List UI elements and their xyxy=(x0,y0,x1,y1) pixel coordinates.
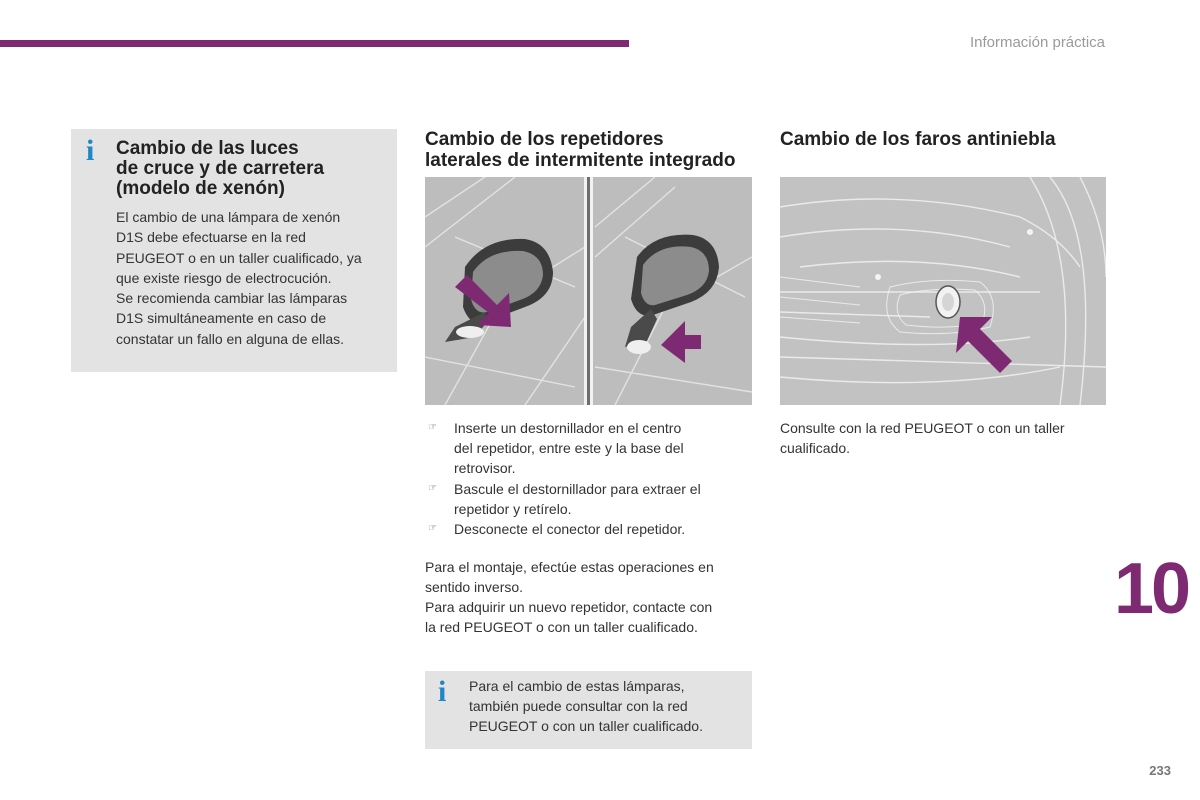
fog-lights-title: Cambio de los faros antiniebla xyxy=(780,129,1056,150)
reassembly-paragraph: Para el montaje, efectúe estas operaciones en sentido inverso. xyxy=(425,559,714,596)
xenon-box-body: El cambio de una lámpara de xenón D1S debe efectuarse en la red PEUGEOT o en un taller cualificado, ya que existe riesgo de electrocución. Se recomienda cambiar las lámparas D1S simultáneamente en caso de constatar un fallo en alguna de ellas. xyxy=(116,209,362,347)
section-header: Información práctica xyxy=(969,34,1105,51)
list-item: ☞ Inserte un destornillador en el centro del repetidor, entre este y la base del retrovisor. xyxy=(428,420,684,477)
xenon-info-box xyxy=(71,129,397,372)
lamp-info-box xyxy=(425,671,752,749)
page-number: 233 xyxy=(1149,763,1171,778)
pointing-hand-icon: ☞ xyxy=(428,523,437,535)
pointing-hand-icon: ☞ xyxy=(428,482,437,494)
fog-light-illustration xyxy=(780,177,1106,405)
repeaters-title: Cambio de los repetidores laterales de intermitente integrado xyxy=(425,129,736,171)
lamp-info-text: Para el cambio de estas lámparas, también puede consultar con la red PEUGEOT o con un taller cualificado. xyxy=(469,678,703,734)
info-icon: i xyxy=(86,134,95,167)
top-accent-bar xyxy=(0,40,629,47)
repeater-steps-list xyxy=(425,418,755,539)
list-item: ☞ Bascule el destornillador para extraer el repetidor y retírelo. xyxy=(428,480,701,517)
side-mirror-repeater-illustration xyxy=(425,177,752,405)
info-icon: i xyxy=(438,675,447,708)
purchase-paragraph: Para adquirir un nuevo repetidor, contacte con la red PEUGEOT o con un taller cualificado. xyxy=(425,599,713,636)
chapter-number: 10 xyxy=(1114,549,1189,629)
xenon-box-title: Cambio de las luces de cruce y de carretera (modelo de xenón) xyxy=(116,138,325,199)
list-item: ☞ Desconecte el conector del repetidor. xyxy=(425,519,755,539)
fog-lights-text: Consulte con la red PEUGEOT o con un taller cualificado. xyxy=(780,420,1065,457)
pointing-hand-icon: ☞ xyxy=(428,422,437,433)
